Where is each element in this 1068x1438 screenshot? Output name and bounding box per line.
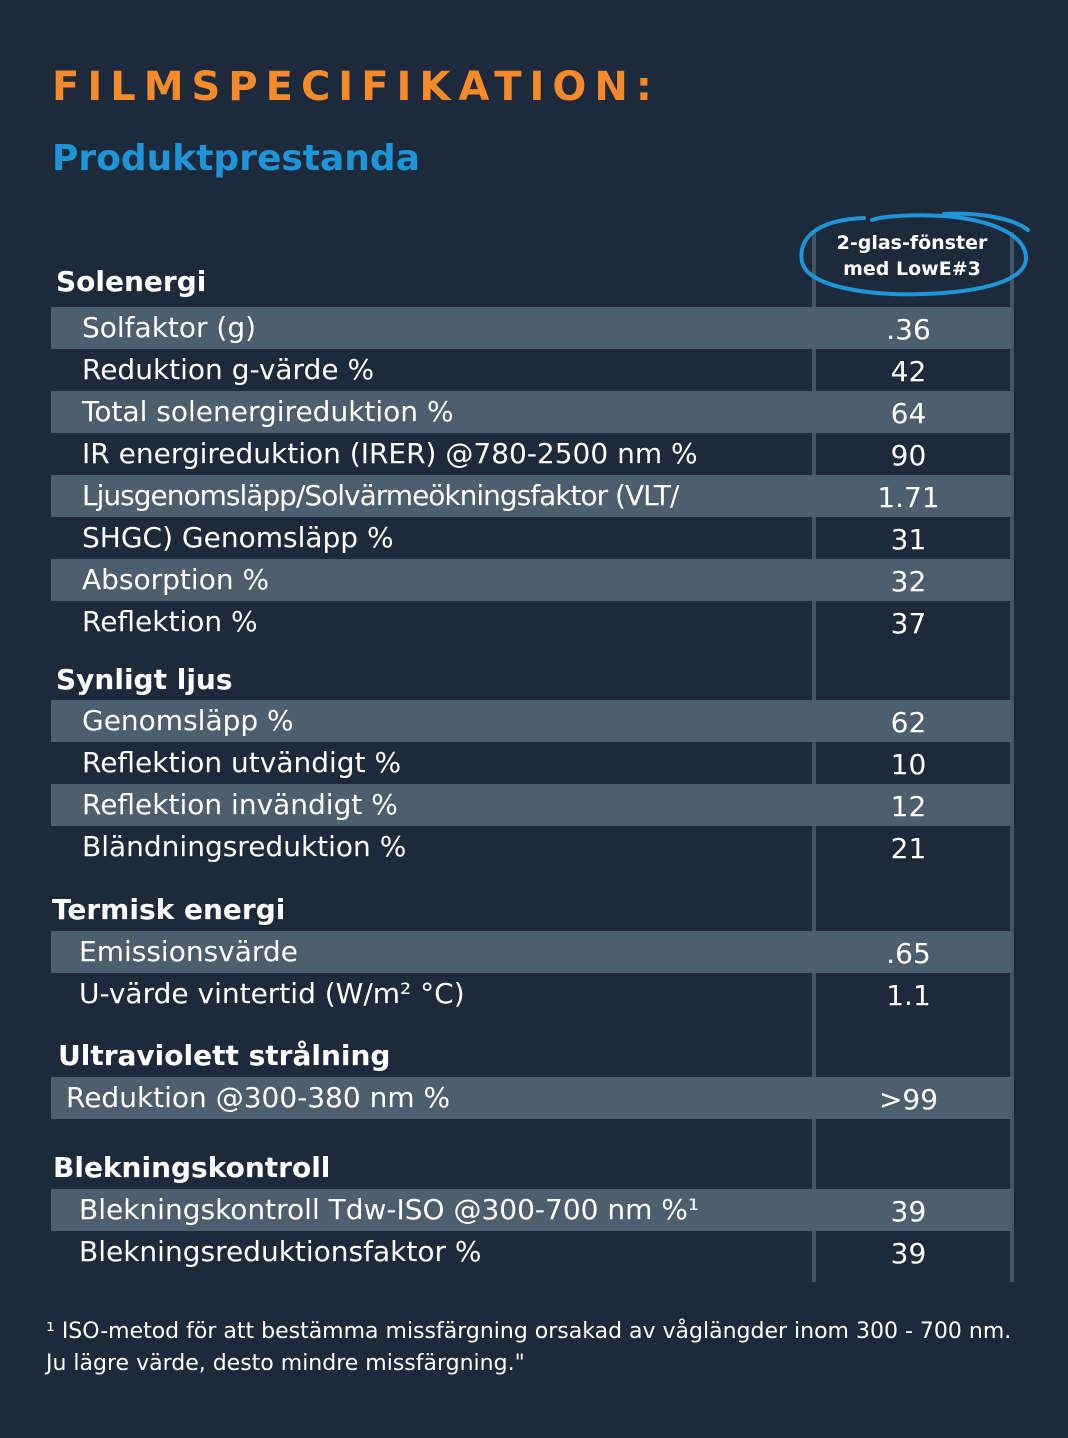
row-value: .65 (886, 937, 931, 970)
table-row (51, 559, 1012, 601)
section-ultraviolett: Ultraviolett strålning (58, 1039, 391, 1072)
row-value: 42 (890, 355, 927, 388)
row-value: 32 (890, 565, 927, 598)
row-value: 39 (890, 1237, 927, 1270)
column-header-line2: med LowE#3 (843, 258, 981, 280)
row-value: 37 (890, 607, 927, 640)
table-row (51, 391, 1012, 433)
row-value: >99 (878, 1083, 939, 1116)
table-row (51, 601, 1012, 643)
row-value: 31 (890, 523, 927, 556)
row-label: Reflektion invändigt % (82, 788, 398, 821)
footnote-line2: Ju lägre värde, desto mindre missfärgning." (46, 1351, 525, 1376)
row-value: 39 (890, 1195, 927, 1228)
row-label: Reflektion utvändigt % (82, 746, 402, 779)
section-termisk-energi: Termisk energi (52, 893, 286, 926)
table-row (51, 517, 1012, 559)
table-row (51, 931, 1012, 973)
row-value: 10 (890, 748, 927, 781)
row-value: 12 (890, 790, 927, 823)
row-value: 90 (890, 439, 927, 472)
row-label: Emissionsvärde (79, 935, 298, 968)
row-value: 1.71 (877, 481, 940, 514)
row-label: Total solenergireduktion % (82, 395, 454, 428)
row-label: Ljusgenomsläpp/Solvärmeökningsfaktor (VLT/ (82, 479, 679, 512)
row-label: Reduktion @300-380 nm % (66, 1081, 451, 1114)
table-row (51, 1189, 1012, 1231)
footnote-line1: ¹ ISO-metod för att bestämma missfärgning orsakad av våglängder inom 300 - 700 nm. (46, 1319, 1012, 1344)
table-row (51, 700, 1012, 742)
section-blekningskontroll: Blekningskontroll (53, 1151, 331, 1184)
table-row (51, 307, 1012, 349)
row-label: Blekningskontroll Tdw-ISO @300-700 nm %¹ (79, 1193, 700, 1226)
row-value: .36 (886, 313, 931, 346)
row-label: Bländningsreduktion % (82, 830, 407, 863)
section-solenergi: Solenergi (56, 265, 207, 298)
row-label: U-värde vintertid (W/m² °C) (79, 977, 465, 1010)
table-row (51, 433, 1012, 475)
row-label: SHGC) Genomsläpp % (82, 521, 394, 554)
table-row (51, 973, 1012, 1015)
row-label: Absorption % (82, 563, 270, 596)
table-row (51, 475, 1012, 517)
table-row (51, 784, 1012, 826)
column-header (812, 230, 1012, 282)
row-label: Blekningsreduktionsfaktor % (79, 1235, 482, 1268)
row-label: Reduktion g-värde % (82, 353, 375, 386)
table-row (51, 349, 1012, 391)
row-value: 21 (890, 832, 927, 865)
table-row (51, 1077, 1012, 1119)
page-title: FILMSPECIFIKATION: (52, 64, 660, 110)
row-label: IR energireduktion (IRER) @780-2500 nm % (82, 437, 698, 470)
row-value: 62 (890, 706, 927, 739)
table-row (51, 1231, 1012, 1273)
row-label: Solfaktor (g) (82, 311, 257, 344)
row-label: Reflektion % (82, 605, 258, 638)
section-synligt-ljus: Synligt ljus (56, 663, 233, 696)
table-row (51, 826, 1012, 868)
table-row (51, 742, 1012, 784)
row-value: 1.1 (886, 979, 931, 1012)
row-label: Genomsläpp % (82, 704, 294, 737)
footnote (46, 1316, 1046, 1380)
column-header-line1: 2-glas-fönster (836, 232, 988, 254)
page-subtitle: Produktprestanda (52, 138, 420, 179)
row-value: 64 (890, 397, 927, 430)
